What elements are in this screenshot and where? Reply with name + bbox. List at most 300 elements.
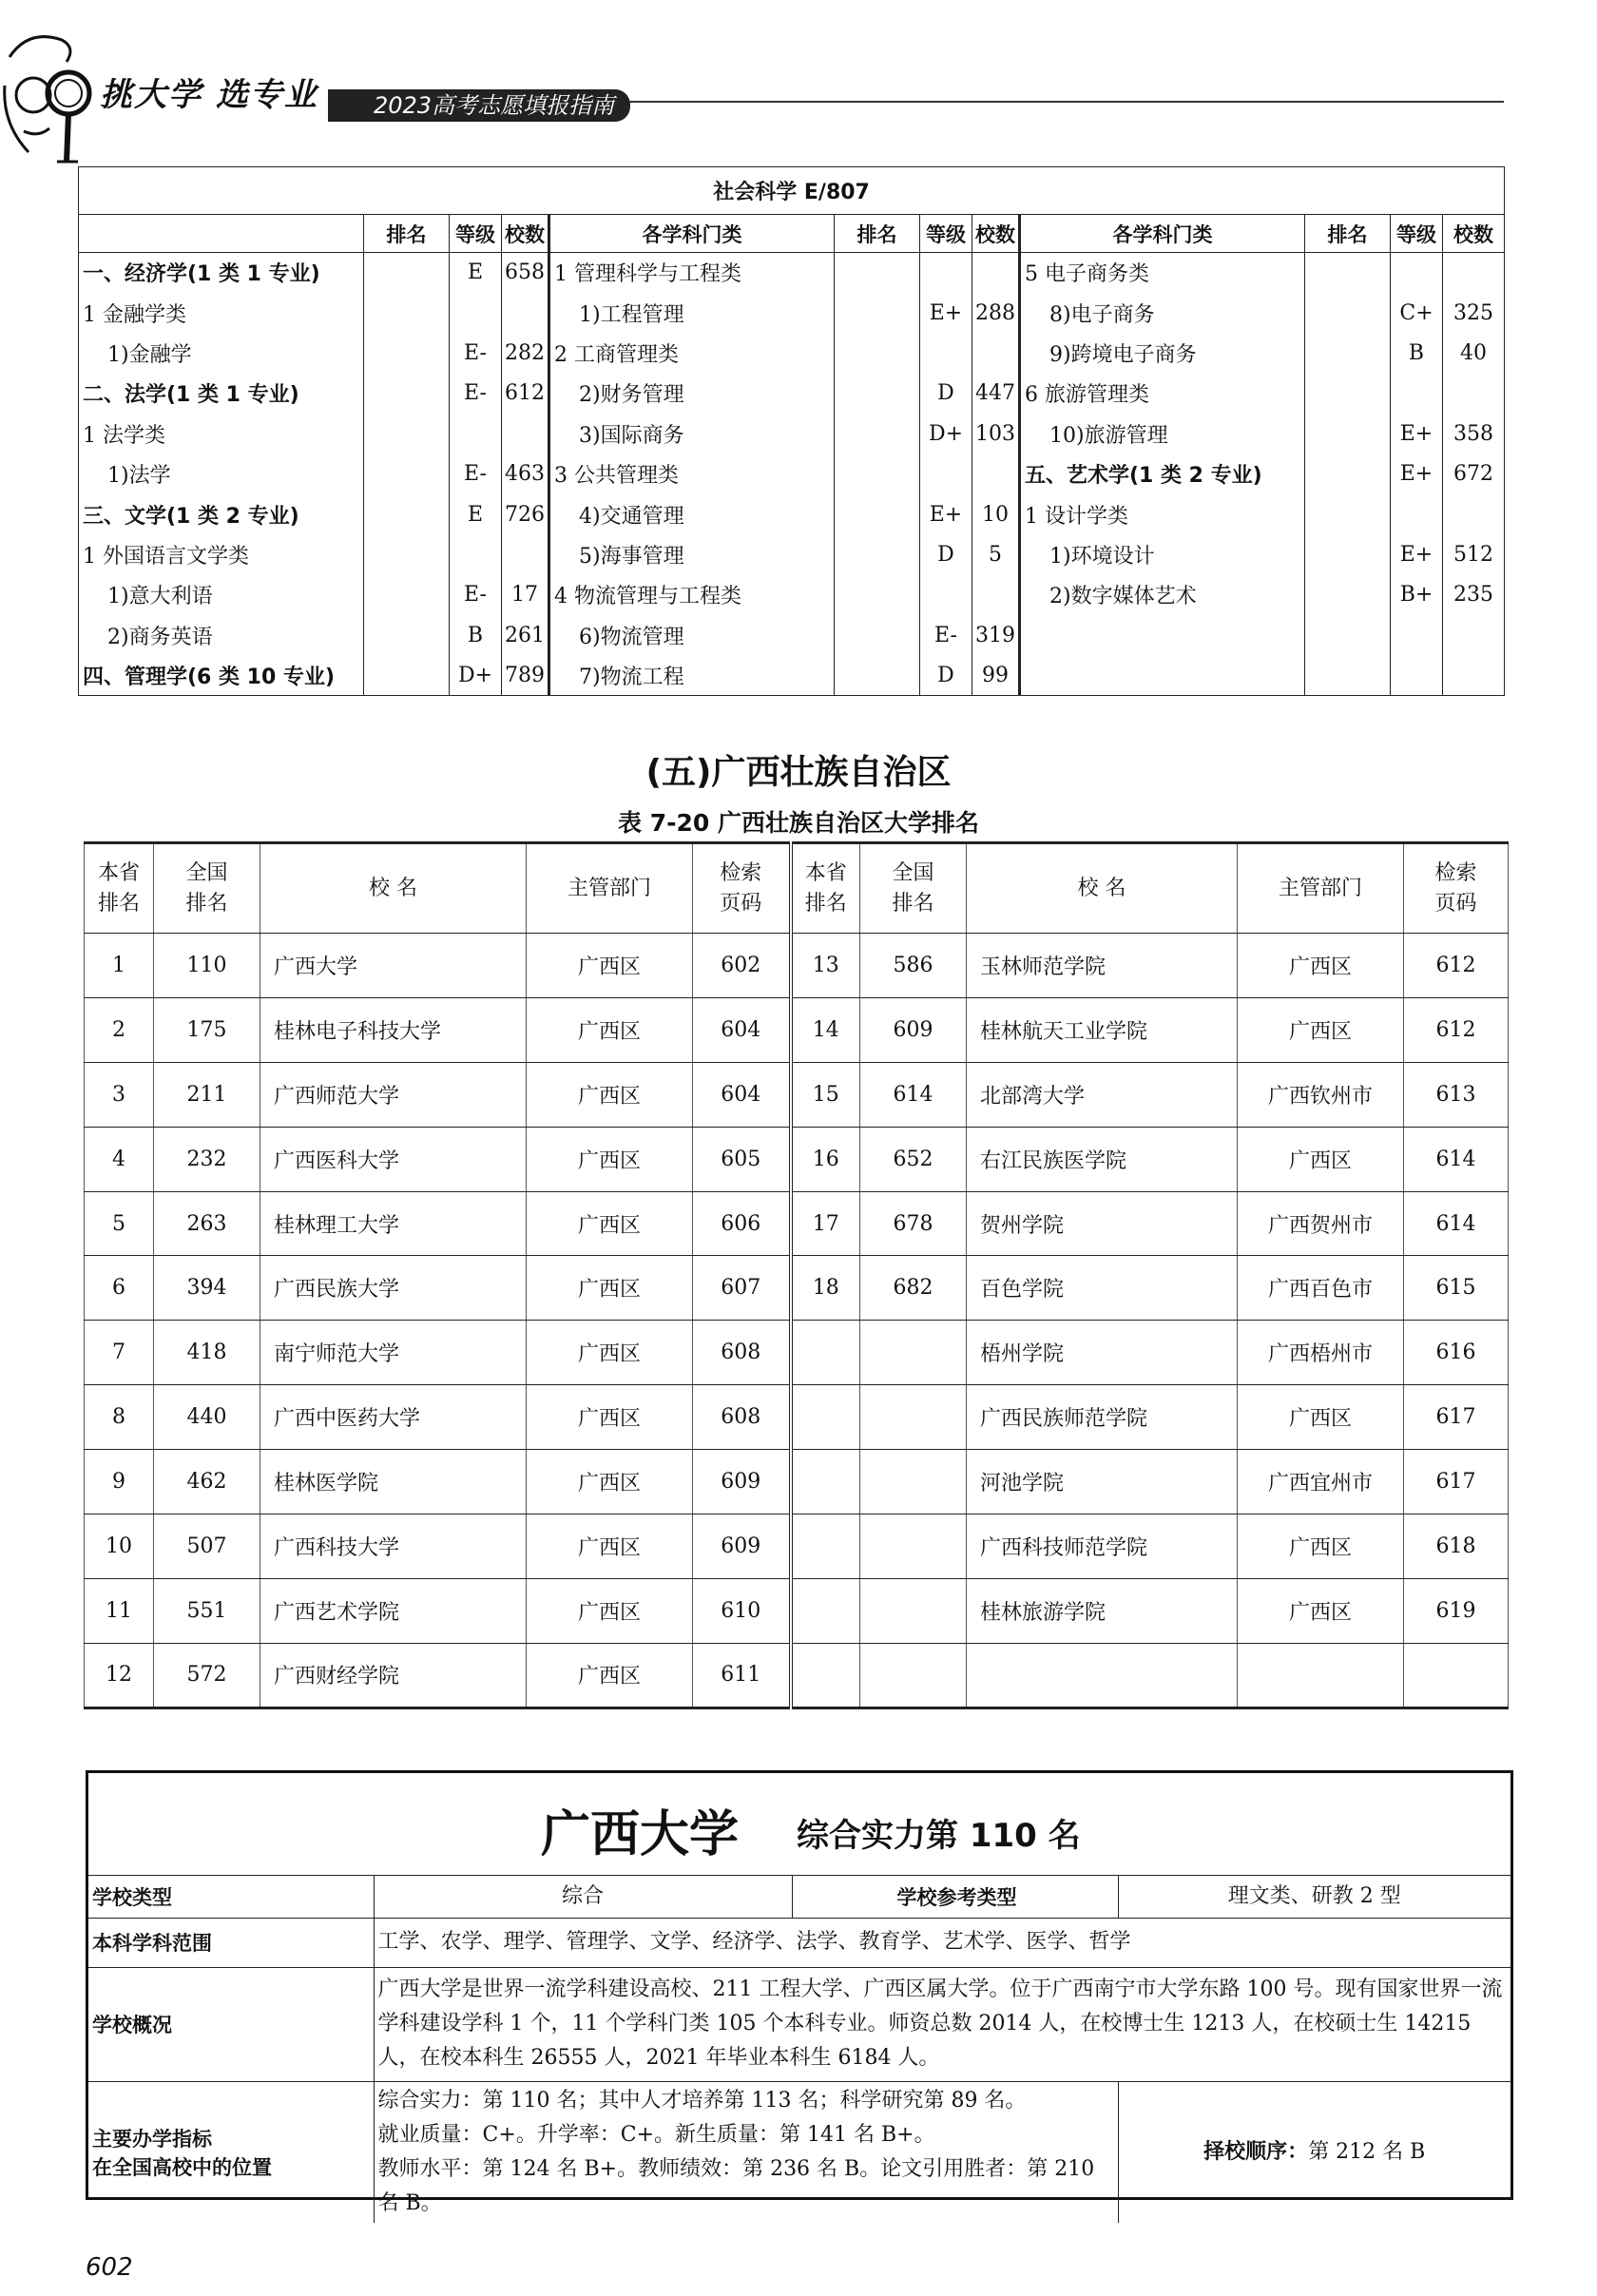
- cell-school-name: 桂林理工大学: [260, 1191, 527, 1256]
- cell-department: 广西钦州市: [1238, 1062, 1404, 1127]
- indicator-line: 教师水平：第 124 名 B+。教师绩效：第 236 名 B。论文引用胜者：第 210 名 B。: [377, 2156, 1095, 2215]
- header-page: 检索 页码: [1404, 843, 1509, 934]
- cell-grade: D+: [920, 414, 972, 453]
- cell-count: 5: [972, 534, 1020, 574]
- cell-province-rank: 8: [85, 1385, 154, 1450]
- cell-school-name: 广西科技师范学院: [967, 1515, 1238, 1579]
- cell-name: 10)旅游管理: [1020, 414, 1305, 453]
- cell-count: 612: [502, 374, 549, 414]
- university-name: 广西大学: [541, 1806, 740, 1863]
- cell-school-name: [967, 1643, 1238, 1708]
- cell-province-rank: [791, 1385, 860, 1450]
- cell-province-rank: 13: [791, 934, 860, 998]
- cell-page: 609: [693, 1515, 791, 1579]
- cell-rank: [1305, 453, 1391, 493]
- cell-department: 广西区: [1238, 1127, 1404, 1191]
- cell-rank: [364, 414, 450, 453]
- cell-page: 606: [693, 1191, 791, 1256]
- cell-rank: [835, 414, 920, 453]
- cell-grade: E+: [1391, 534, 1443, 574]
- cell-page: 612: [1404, 997, 1509, 1062]
- cell-grade: [920, 575, 972, 615]
- cell-department: 广西区: [527, 934, 693, 998]
- cell-grade: B+: [1391, 575, 1443, 615]
- cell-rank: [835, 333, 920, 373]
- cell-name: 1 法学类: [79, 414, 364, 453]
- cell-school-name: 广西民族大学: [260, 1256, 527, 1321]
- cell-national-rank: 682: [860, 1256, 967, 1321]
- header-cell: 校数: [502, 215, 549, 253]
- table-row: [79, 253, 1505, 293]
- cell-name: 1)意大利语: [79, 575, 364, 615]
- table-row: [79, 333, 1505, 373]
- cell-national-rank: 586: [860, 934, 967, 998]
- table-row: [79, 655, 1505, 695]
- cell-department: 广西区: [1238, 1385, 1404, 1450]
- header-cell: [79, 215, 364, 253]
- cell-rank: [364, 253, 450, 293]
- cell-province-rank: 7: [85, 1321, 154, 1385]
- cell-province-rank: 16: [791, 1127, 860, 1191]
- cell-grade: E-: [920, 615, 972, 655]
- table-row: [79, 534, 1505, 574]
- cell-page: 608: [693, 1321, 791, 1385]
- header-cell: 排名: [364, 215, 450, 253]
- cell-rank: [1305, 615, 1391, 655]
- cell-count: 789: [502, 655, 549, 695]
- cell-count: 17: [502, 575, 549, 615]
- cell-count: 282: [502, 333, 549, 373]
- cell-rank: [1305, 333, 1391, 373]
- cell-name: 1)环境设计: [1020, 534, 1305, 574]
- cell-count: [972, 333, 1020, 373]
- header-department: 主管部门: [1238, 843, 1404, 934]
- cell-page: 610: [693, 1578, 791, 1643]
- cell-count: 325: [1443, 293, 1505, 333]
- table-row: [79, 374, 1505, 414]
- header-province-rank: 本省 排名: [791, 843, 860, 934]
- cell-school-name: 玉林师范学院: [967, 934, 1238, 998]
- overview-label: 学校概况: [88, 1967, 374, 2081]
- school-type-value: 综合: [374, 1876, 792, 1918]
- cell-rank: [1305, 655, 1391, 695]
- cell-grade: [920, 453, 972, 493]
- guide-banner: 2023高考志愿填报指南: [328, 89, 630, 122]
- cell-school-name: 广西财经学院: [260, 1643, 527, 1708]
- cell-page: 617: [1404, 1450, 1509, 1515]
- cell-province-rank: [791, 1515, 860, 1579]
- cell-count: [972, 253, 1020, 293]
- cell-count: 447: [972, 374, 1020, 414]
- cell-rank: [364, 655, 450, 695]
- series-title: 挑大学 选专业: [100, 76, 318, 114]
- header-cell: 等级: [1391, 215, 1443, 253]
- cell-grade: E-: [450, 374, 502, 414]
- cell-province-rank: 18: [791, 1256, 860, 1321]
- header-cell: 各学科门类: [1020, 215, 1305, 253]
- indicator-line: 就业质量：C+。升学率：C+。新生质量：第 141 名 B+。: [377, 2122, 935, 2147]
- cell-name: [1020, 615, 1305, 655]
- cell-rank: [835, 494, 920, 534]
- cell-grade: [1391, 615, 1443, 655]
- cell-grade: E+: [1391, 414, 1443, 453]
- cell-rank: [1305, 534, 1391, 574]
- cell-national-rank: [860, 1450, 967, 1515]
- overview-value: 广西大学是世界一流学科建设高校、211 工程大学、广西区属大学。位于广西南宁市大学东路 100 号。现有国家世界一流学科建设学科 1 个，11 个学科门类 105 个本科专业。师资总数 2014 人，在校博士生 1213 人，在校硕士生 14215 人，在校本科生 26555 人，2021 年毕业本科生 6184 人。: [374, 1967, 1510, 2081]
- cell-count: 261: [502, 615, 549, 655]
- order-value: 第 212 名 B: [1308, 2139, 1426, 2164]
- header-national-rank: 全国 排名: [154, 843, 260, 934]
- cell-rank: [364, 534, 450, 574]
- cell-count: 319: [972, 615, 1020, 655]
- cell-department: 广西区: [527, 1643, 693, 1708]
- cell-name: 2)数字媒体艺术: [1020, 575, 1305, 615]
- cell-name: 2 工商管理类: [549, 333, 835, 373]
- cell-name: 1 管理科学与工程类: [549, 253, 835, 293]
- cell-rank: [835, 615, 920, 655]
- cell-name: 1 设计学类: [1020, 494, 1305, 534]
- cell-school-name: 北部湾大学: [967, 1062, 1238, 1127]
- cell-department: 广西区: [527, 1191, 693, 1256]
- school-type-label: 学校类型: [88, 1876, 374, 1918]
- cell-name: 3)国际商务: [549, 414, 835, 453]
- cell-department: 广西区: [527, 1450, 693, 1515]
- cell-page: 604: [693, 1062, 791, 1127]
- cell-name: 6)物流管理: [549, 615, 835, 655]
- cell-name: 二、法学(1 类 1 专业): [79, 374, 364, 414]
- cell-name: 6 旅游管理类: [1020, 374, 1305, 414]
- cell-page: 609: [693, 1450, 791, 1515]
- cell-name: 一、经济学(1 类 1 专业): [79, 253, 364, 293]
- header-cell: 排名: [835, 215, 920, 253]
- cell-department: 广西区: [527, 1062, 693, 1127]
- cell-page: 616: [1404, 1321, 1509, 1385]
- cell-name: 4 物流管理与工程类: [549, 575, 835, 615]
- cell-grade: E-: [450, 453, 502, 493]
- cell-count: [502, 293, 549, 333]
- cell-school-name: 桂林旅游学院: [967, 1578, 1238, 1643]
- cell-count: [502, 534, 549, 574]
- table-title: 表 7-20 广西壮族自治区大学排名: [618, 809, 979, 837]
- header-school-name: 校 名: [967, 843, 1238, 934]
- cell-national-rank: [860, 1321, 967, 1385]
- cell-count: [1443, 374, 1505, 414]
- cell-rank: [364, 575, 450, 615]
- cell-school-name: 桂林航天工业学院: [967, 997, 1238, 1062]
- header-province-rank: 本省 排名: [85, 843, 154, 934]
- cell-school-name: 广西医科大学: [260, 1127, 527, 1191]
- page-number: 602: [86, 2253, 133, 2282]
- cell-count: [972, 575, 1020, 615]
- cell-count: 463: [502, 453, 549, 493]
- table-row: [79, 414, 1505, 453]
- cell-national-rank: 507: [154, 1515, 260, 1579]
- university-profile-box: [86, 1770, 1513, 2215]
- cell-department: 广西区: [1238, 1515, 1404, 1579]
- cell-grade: B: [1391, 333, 1443, 373]
- cell-rank: [835, 293, 920, 333]
- cell-grade: E-: [450, 333, 502, 373]
- cell-school-name: 右江民族医学院: [967, 1127, 1238, 1191]
- cell-school-name: 百色学院: [967, 1256, 1238, 1321]
- cell-name: 5)海事管理: [549, 534, 835, 574]
- cell-grade: [450, 414, 502, 453]
- scope-value: 工学、农学、理学、管理学、文学、经济学、法学、教育学、艺术学、医学、哲学: [374, 1918, 1510, 1967]
- cell-name: 1 金融学类: [79, 293, 364, 333]
- cell-school-name: 广西师范大学: [260, 1062, 527, 1127]
- cell-page: 614: [1404, 1191, 1509, 1256]
- cell-department: 广西区: [1238, 997, 1404, 1062]
- cell-province-rank: [791, 1450, 860, 1515]
- cell-name: 1)工程管理: [549, 293, 835, 333]
- page-header: [0, 0, 1597, 171]
- cell-grade: [450, 534, 502, 574]
- cell-count: [502, 414, 549, 453]
- cell-name: 四、管理学(6 类 10 专业): [79, 655, 364, 695]
- cell-province-rank: 3: [85, 1062, 154, 1127]
- cell-national-rank: 678: [860, 1191, 967, 1256]
- cell-count: 99: [972, 655, 1020, 695]
- cell-count: 235: [1443, 575, 1505, 615]
- cell-rank: [1305, 253, 1391, 293]
- cell-grade: E+: [920, 494, 972, 534]
- cell-school-name: 南宁师范大学: [260, 1321, 527, 1385]
- cell-province-rank: 2: [85, 997, 154, 1062]
- table-row: [79, 575, 1505, 615]
- indicators-value: [374, 2081, 1118, 2223]
- cell-school-name: 桂林医学院: [260, 1450, 527, 1515]
- table-row: [79, 293, 1505, 333]
- cell-national-rank: 110: [154, 934, 260, 998]
- table-row: [85, 1191, 1509, 1256]
- cell-national-rank: 462: [154, 1450, 260, 1515]
- cell-national-rank: 614: [860, 1062, 967, 1127]
- cell-grade: E: [450, 253, 502, 293]
- order-label: 择校顺序：: [1203, 2139, 1309, 2164]
- cell-school-name: 广西中医药大学: [260, 1385, 527, 1450]
- cell-school-name: 梧州学院: [967, 1321, 1238, 1385]
- header-school-name: 校 名: [260, 843, 527, 934]
- table-row: [85, 1450, 1509, 1515]
- cell-name: 三、文学(1 类 2 专业): [79, 494, 364, 534]
- cell-province-rank: 15: [791, 1062, 860, 1127]
- table-row: [85, 1062, 1509, 1127]
- cell-rank: [835, 374, 920, 414]
- cell-school-name: 广西科技大学: [260, 1515, 527, 1579]
- cell-department: 广西宜州市: [1238, 1450, 1404, 1515]
- cell-name: 2)商务英语: [79, 615, 364, 655]
- cell-count: 672: [1443, 453, 1505, 493]
- cell-national-rank: 418: [154, 1321, 260, 1385]
- cell-department: 广西区: [527, 997, 693, 1062]
- cell-department: 广西梧州市: [1238, 1321, 1404, 1385]
- cell-rank: [1305, 575, 1391, 615]
- cell-department: 广西贺州市: [1238, 1191, 1404, 1256]
- table-row: [85, 1578, 1509, 1643]
- table-row: [85, 1256, 1509, 1321]
- header-cell: 校数: [972, 215, 1020, 253]
- cell-count: [1443, 253, 1505, 293]
- cell-name: 2)财务管理: [549, 374, 835, 414]
- cell-count: 726: [502, 494, 549, 534]
- cell-province-rank: 10: [85, 1515, 154, 1579]
- cell-count: [972, 453, 1020, 493]
- cell-grade: D: [920, 534, 972, 574]
- cell-national-rank: [860, 1385, 967, 1450]
- cell-national-rank: 394: [154, 1256, 260, 1321]
- cell-rank: [364, 615, 450, 655]
- table-row: [85, 934, 1509, 998]
- cell-school-name: 广西艺术学院: [260, 1578, 527, 1643]
- cell-grade: [920, 333, 972, 373]
- cell-rank: [835, 453, 920, 493]
- cell-rank: [1305, 374, 1391, 414]
- cell-rank: [1305, 414, 1391, 453]
- cell-school-name: 桂林电子科技大学: [260, 997, 527, 1062]
- cell-province-rank: 14: [791, 997, 860, 1062]
- cell-page: 605: [693, 1127, 791, 1191]
- cell-name: [1020, 655, 1305, 695]
- cell-rank: [364, 374, 450, 414]
- cell-national-rank: 652: [860, 1127, 967, 1191]
- table-caption: 社会科学 E/807: [79, 167, 1505, 215]
- section-title: (五)广西壮族自治区: [645, 753, 952, 792]
- cell-province-rank: 5: [85, 1191, 154, 1256]
- header-department: 主管部门: [527, 843, 693, 934]
- profile-header: [88, 1773, 1510, 1876]
- cell-count: 658: [502, 253, 549, 293]
- scope-label: 本科学科范围: [88, 1918, 374, 1967]
- table-row: [79, 453, 1505, 493]
- table-row: [85, 1643, 1509, 1708]
- cell-rank: [835, 534, 920, 574]
- cell-province-rank: [791, 1578, 860, 1643]
- cell-page: 607: [693, 1256, 791, 1321]
- cell-name: 5 电子商务类: [1020, 253, 1305, 293]
- cell-school-name: 贺州学院: [967, 1191, 1238, 1256]
- cell-rank: [835, 253, 920, 293]
- header-page: 检索 页码: [693, 843, 791, 934]
- header-cell: 等级: [920, 215, 972, 253]
- cell-department: 广西区: [1238, 934, 1404, 998]
- cell-department: 广西区: [1238, 1578, 1404, 1643]
- cell-name: 1)金融学: [79, 333, 364, 373]
- cell-name: 3 公共管理类: [549, 453, 835, 493]
- header-cell: 各学科门类: [549, 215, 835, 253]
- cell-school-name: 广西民族师范学院: [967, 1385, 1238, 1450]
- cell-province-rank: [791, 1643, 860, 1708]
- cell-name: 1 外国语言文学类: [79, 534, 364, 574]
- cell-national-rank: 263: [154, 1191, 260, 1256]
- table-row: [85, 1127, 1509, 1191]
- table-row: [79, 494, 1505, 534]
- cell-rank: [835, 655, 920, 695]
- cell-name: 8)电子商务: [1020, 293, 1305, 333]
- cell-grade: D: [920, 374, 972, 414]
- cell-national-rank: 175: [154, 997, 260, 1062]
- social-science-table: [78, 166, 1505, 696]
- cell-school-name: 广西大学: [260, 934, 527, 998]
- table-row: [85, 1321, 1509, 1385]
- cell-national-rank: 572: [154, 1643, 260, 1708]
- cell-rank: [835, 575, 920, 615]
- cell-department: 广西区: [527, 1385, 693, 1450]
- cell-province-rank: 11: [85, 1578, 154, 1643]
- cell-grade: [1391, 494, 1443, 534]
- cell-rank: [1305, 494, 1391, 534]
- cell-grade: E+: [920, 293, 972, 333]
- cell-rank: [364, 453, 450, 493]
- cell-grade: [920, 253, 972, 293]
- cell-national-rank: [860, 1578, 967, 1643]
- table-body: [85, 934, 1509, 1708]
- cell-school-name: 河池学院: [967, 1450, 1238, 1515]
- cell-count: 358: [1443, 414, 1505, 453]
- cell-rank: [364, 494, 450, 534]
- table-row: [85, 1515, 1509, 1579]
- cell-page: [1404, 1643, 1509, 1708]
- cell-national-rank: 551: [154, 1578, 260, 1643]
- cell-province-rank: 17: [791, 1191, 860, 1256]
- cell-department: 广西区: [527, 1321, 693, 1385]
- cell-grade: D: [920, 655, 972, 695]
- header-cell: 校数: [1443, 215, 1505, 253]
- university-ranking-table: [84, 841, 1509, 1709]
- school-order: [1118, 2081, 1510, 2223]
- university-overall-rank: 综合实力第 110 名: [797, 1817, 1081, 1855]
- cell-grade: [1391, 374, 1443, 414]
- cell-national-rank: 211: [154, 1062, 260, 1127]
- header-national-rank: 全国 排名: [860, 843, 967, 934]
- cell-name: 五、艺术学(1 类 2 专业): [1020, 453, 1305, 493]
- cell-name: 4)交通管理: [549, 494, 835, 534]
- cell-name: 1)法学: [79, 453, 364, 493]
- cell-count: [1443, 655, 1505, 695]
- header-cell: 等级: [450, 215, 502, 253]
- table-body: [79, 253, 1505, 696]
- cell-page: 617: [1404, 1385, 1509, 1450]
- cell-national-rank: [860, 1515, 967, 1579]
- cell-province-rank: 12: [85, 1643, 154, 1708]
- cell-page: 619: [1404, 1578, 1509, 1643]
- cell-grade: E-: [450, 575, 502, 615]
- cell-count: 103: [972, 414, 1020, 453]
- cell-department: [1238, 1643, 1404, 1708]
- cell-count: [1443, 494, 1505, 534]
- cell-grade: [1391, 655, 1443, 695]
- cell-national-rank: 440: [154, 1385, 260, 1450]
- cell-page: 612: [1404, 934, 1509, 998]
- cell-count: 40: [1443, 333, 1505, 373]
- cell-page: 611: [693, 1643, 791, 1708]
- cell-rank: [364, 293, 450, 333]
- cell-province-rank: 4: [85, 1127, 154, 1191]
- cell-page: 608: [693, 1385, 791, 1450]
- cell-page: 614: [1404, 1127, 1509, 1191]
- cell-province-rank: [791, 1321, 860, 1385]
- cell-page: 604: [693, 997, 791, 1062]
- cell-department: 广西区: [527, 1578, 693, 1643]
- cell-count: 10: [972, 494, 1020, 534]
- header-rule: [629, 101, 1504, 103]
- cell-department: 广西区: [527, 1256, 693, 1321]
- cell-rank: [1305, 293, 1391, 333]
- ref-type-label: 学校参考类型: [792, 1876, 1118, 1918]
- cell-count: 512: [1443, 534, 1505, 574]
- cell-province-rank: 9: [85, 1450, 154, 1515]
- cell-national-rank: [860, 1643, 967, 1708]
- indicator-line: 综合实力：第 110 名；其中人才培养第 113 名；科学研究第 89 名。: [377, 2088, 1027, 2113]
